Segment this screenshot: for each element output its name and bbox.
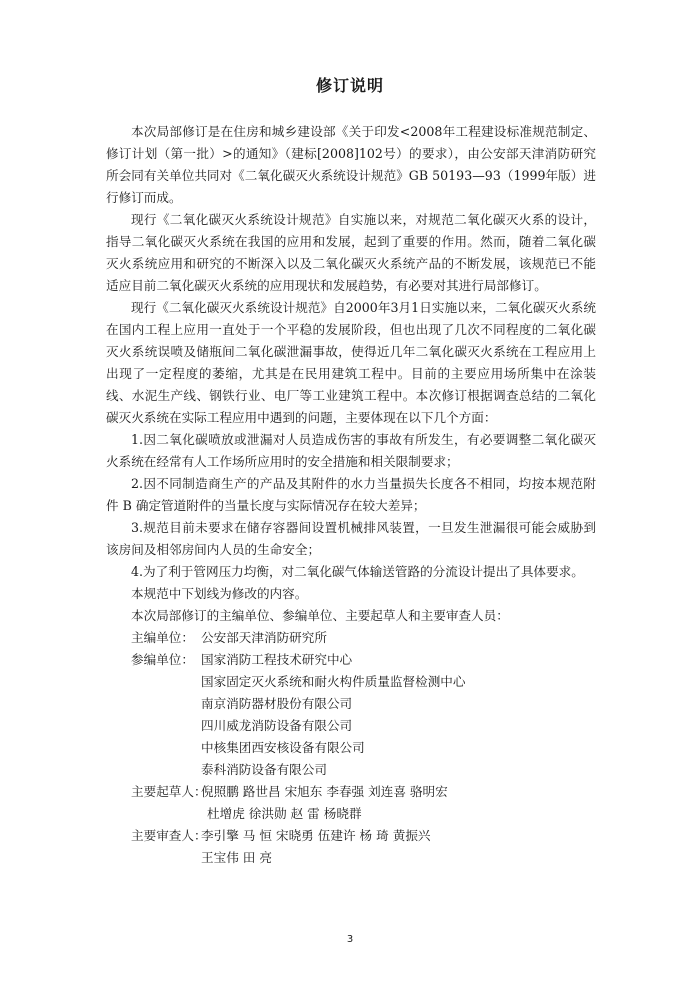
drafters-list xyxy=(201,781,448,825)
reviewers-line: 王宝伟 田 亮 xyxy=(201,850,272,865)
participating-units-row xyxy=(106,649,596,781)
revision-item-2: 2.因不同制造商生产的产品及其附件的水力当量损失长度各不相同，均按本规范附件 B 确定管道附件的当量长度与实际情况存在较大差异； xyxy=(106,476,596,513)
chief-unit-value: 公安部天津消防研究所 xyxy=(201,630,327,645)
participating-unit: 国家固定灭火系统和耐火构件质量监督检测中心 xyxy=(201,674,466,689)
participating-unit: 四川威龙消防设备有限公司 xyxy=(201,718,353,733)
paragraph-background: 现行《二氧化碳灭火系统设计规范》自实施以来，对规范二氧化碳灭火系的设计，指导二氧化碳灭火系统在我国的应用和发展，起到了重要的作用。然而，随着二氧化碳灭火系统应用和研究的不断深入以及二氧化碳灭火系统产品的不断发展，该规范已不能适应目前二氧化碳灭火系统的应用现状和发展趋势，有必要对其进行局部修订。 xyxy=(106,212,596,293)
paragraph-intro: 本次局部修订是在住房和城乡建设部《关于印发<2008年工程建设标准规范制定、修订计划（第一批）>的通知》（建标[2008]102号）的要求），由公安部天津消防研究所会同有关单位共同对《二氧化碳灭火系统设计规范》GB 50193—93（1999年版）进行修订而成。 xyxy=(106,124,596,205)
reviewers-line: 李引擎 马 恒 宋晓勇 伍建许 杨 琦 黄振兴 xyxy=(201,828,431,843)
reviewers-list xyxy=(201,825,431,869)
drafters-line: 杜增虎 徐洪勋 赵 雷 杨晓群 xyxy=(207,806,362,821)
reviewers-row xyxy=(106,825,596,869)
participating-unit: 南京消防器材股份有限公司 xyxy=(201,696,353,711)
underline-note: 本规范中下划线为修改的内容。 xyxy=(131,586,308,601)
roster-intro: 本次局部修订的主编单位、参编单位、主要起草人和主要审查人员： xyxy=(131,608,509,623)
participating-unit: 国家消防工程技术研究中心 xyxy=(201,652,353,667)
drafters-label: 主要起草人： xyxy=(131,784,207,799)
paragraph-history: 现行《二氧化碳灭火系统设计规范》自2000年3月1日实施以来，二氧化碳灭火系统在国内工程上应用一直处于一个平稳的发展阶段，但也出现了几次不同程度的二氧化碳灭火系统误喷及储瓶间二氧化碳泄漏事故，使得近几年二氧化碳灭火系统在工程应用上出现了一定程度的萎缩，尤其是在民用建筑工程中。目前的主要应用场所集中在涂装线、水泥生产线、钢铁行业、电厂等工业建筑工程中。本次修订根据调查总结的二氧化碳灭火系统在实际工程应用中遇到的问题，主要体现在以下几个方面： xyxy=(106,300,596,425)
revision-item-1: 1.因二氧化碳喷放或泄漏对人员造成伤害的事故有所发生，有必要调整二氧化碳灭火系统在经常有人工作场所应用时的安全措施和相关限制要求； xyxy=(106,432,596,469)
document-body xyxy=(106,121,596,869)
chief-unit-row xyxy=(106,627,596,649)
revision-item-3: 3.规范目前未要求在储存容器间设置机械排风装置，一旦发生泄漏很可能会威胁到该房间及相邻房间内人员的生命安全； xyxy=(106,520,596,557)
reviewers-label: 主要审查人： xyxy=(131,828,207,843)
page-number: 3 xyxy=(346,934,354,945)
participating-unit: 泰科消防设备有限公司 xyxy=(201,762,327,777)
page-title: 修订说明 xyxy=(315,76,384,95)
participating-units-label: 参编单位： xyxy=(131,652,194,667)
participating-unit: 中核集团西安核设备有限公司 xyxy=(201,740,365,755)
participating-units-list xyxy=(201,649,465,781)
chief-unit-label: 主编单位： xyxy=(131,630,194,645)
drafters-row xyxy=(106,781,596,825)
revision-item-4: 4.为了利于管网压力均衡，对二氧化碳气体输送管路的分流设计提出了具体要求。 xyxy=(131,564,584,579)
drafters-line: 倪照鹏 路世昌 宋旭东 李春强 刘连喜 骆明宏 xyxy=(201,784,448,799)
